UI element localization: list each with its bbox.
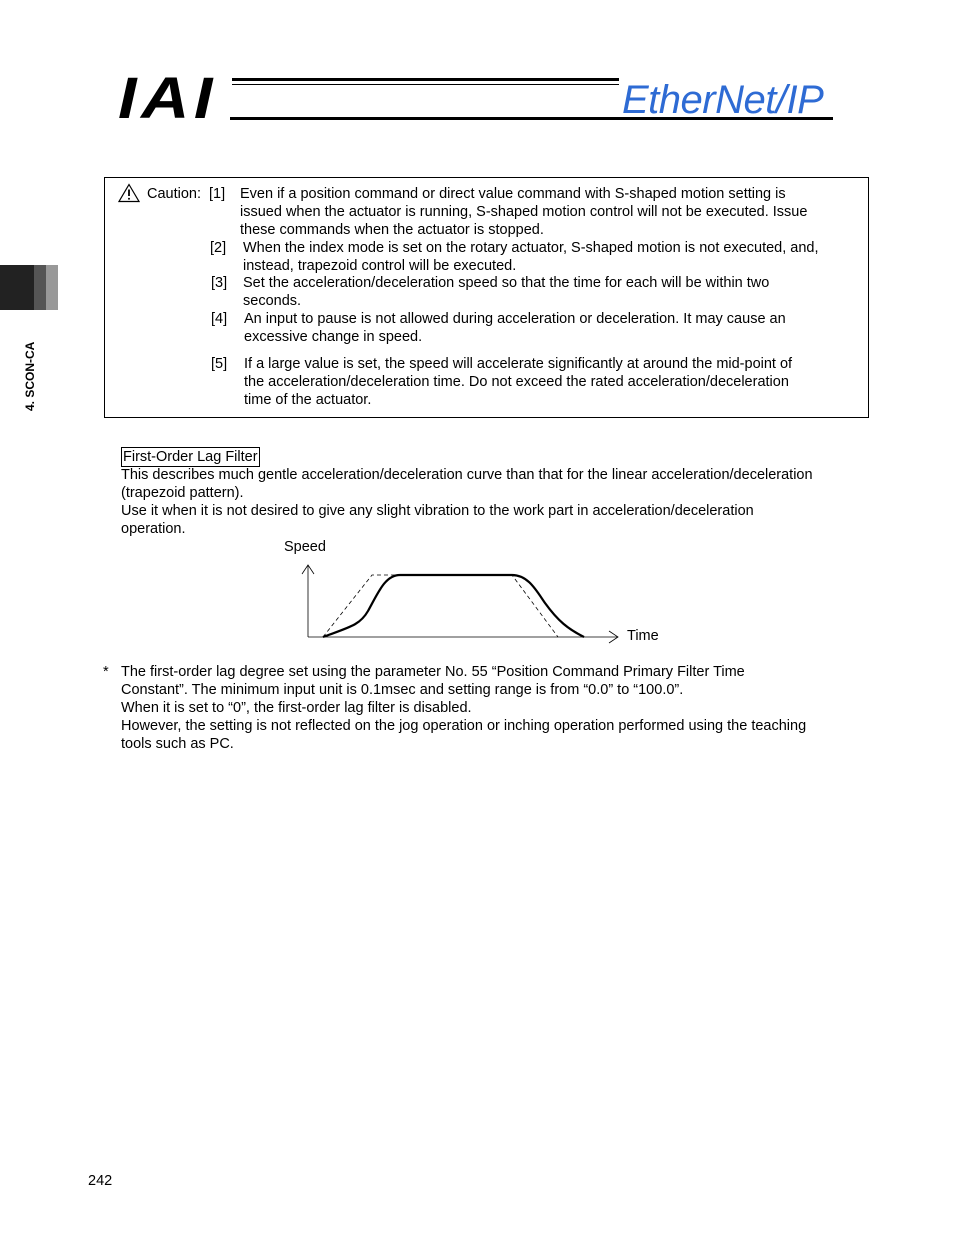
section-heading: First-Order Lag Filter bbox=[123, 449, 258, 465]
y-axis-label: Speed bbox=[284, 539, 326, 555]
caution-item-number: [5] bbox=[211, 356, 228, 372]
section-paragraph-2: Use it when it is not desired to give any slight vibration to the work part in acceleration/deceleration operation. bbox=[121, 503, 754, 537]
note-text: The first-order lag degree set using the parameter No. 55 “Position Command Primary Filter Time Constant”. The minimum input unit is 0.1msec and setting range is from “0.0” to “100.0”. When it is set to “0”, the first-order lag filter is disabled. However, the setting is not reflected on the jog operation or inching operation performed using the teaching tools such as PC. bbox=[121, 664, 807, 752]
caution-item-number: [1] bbox=[209, 186, 226, 202]
warning-triangle-icon bbox=[118, 183, 140, 203]
chapter-label: 4. SCON-CA bbox=[23, 341, 37, 411]
caution-item-number: [4] bbox=[211, 311, 228, 327]
caution-item-text: When the index mode is set on the rotary actuator, S-shaped motion is not executed, and, instead, trapezoid control will be executed. bbox=[243, 240, 819, 274]
iai-logo: IAI bbox=[118, 66, 218, 131]
chapter-tab-light bbox=[46, 265, 58, 310]
ethernet-ip-logo: EtherNet/IP bbox=[622, 78, 824, 122]
chapter-tab-mid bbox=[34, 265, 46, 310]
caution-item-text: Even if a position command or direct value command with S-shaped motion setting is issued when the actuator is running, S-shaped motion control will not be executed. Issue these commands when the actuator is stopped. bbox=[240, 186, 808, 238]
caution-item-text: An input to pause is not allowed during acceleration or deceleration. It may cause an excessive change in speed. bbox=[244, 311, 786, 345]
page-number: 242 bbox=[88, 1173, 113, 1189]
header-rule-top-thin bbox=[232, 84, 619, 85]
speed-time-diagram bbox=[280, 535, 680, 655]
chapter-tab-dark bbox=[0, 265, 34, 310]
caution-item-text: Set the acceleration/deceleration speed so that the time for each will be within two seconds. bbox=[243, 275, 770, 309]
caution-item-text: If a large value is set, the speed will accelerate significantly at around the mid-point of the acceleration/deceleration time. Do not exceed the rated acceleration/deceleration time of the actuator. bbox=[244, 356, 793, 408]
caution-item-number: [2] bbox=[210, 240, 227, 256]
header-rule-top bbox=[232, 78, 619, 81]
x-axis-label: Time bbox=[627, 628, 659, 644]
caution-item-number: [3] bbox=[211, 275, 228, 291]
note-marker: * bbox=[103, 664, 109, 680]
caution-label: Caution: bbox=[147, 186, 202, 202]
section-paragraph-1: This describes much gentle acceleration/deceleration curve than that for the linear acceleration/deceleration (trapezoid pattern). bbox=[121, 467, 813, 501]
trapezoid-curve bbox=[323, 575, 558, 637]
first-order-lag-curve bbox=[323, 575, 584, 637]
